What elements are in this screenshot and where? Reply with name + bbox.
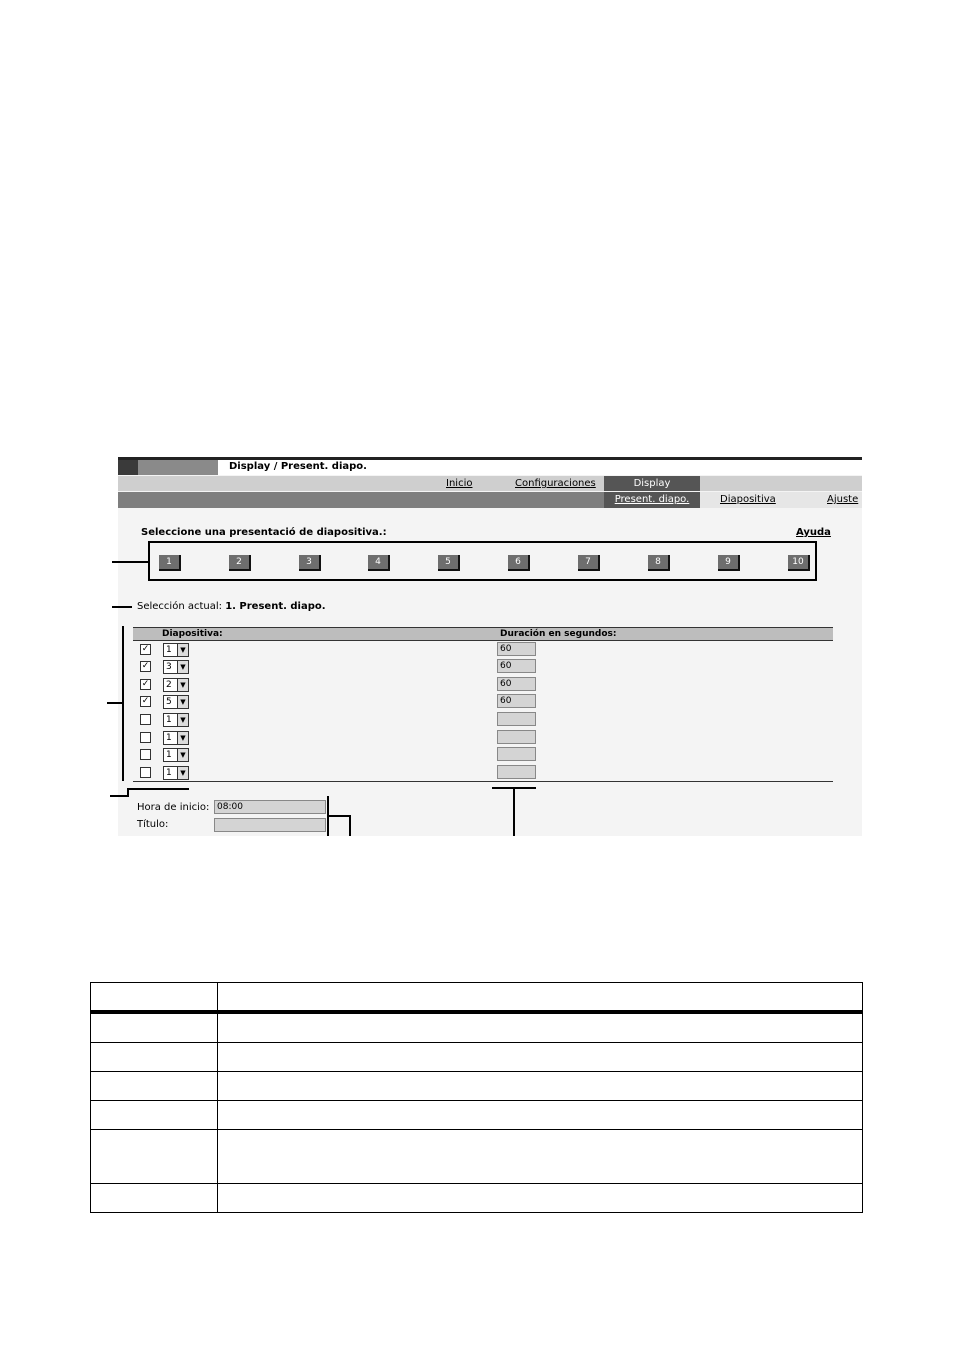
title-input[interactable] [214, 818, 326, 832]
table-row [133, 658, 833, 675]
subnav-present-diapo[interactable]: Present. diapo. [604, 492, 700, 508]
subnav-ajuste[interactable]: Ajuste [827, 494, 859, 505]
slide-select[interactable] [163, 748, 189, 762]
chevron-down-icon: ▼ [177, 661, 188, 673]
help-link[interactable]: Ayuda [796, 527, 831, 538]
current-selection [137, 601, 326, 612]
table-bottom-divider [133, 781, 833, 782]
slide-checkbox[interactable] [140, 767, 151, 778]
table-row [91, 983, 863, 1013]
presentation-button-2[interactable]: 2 [229, 555, 251, 571]
duration-input[interactable]: 60 [497, 659, 536, 673]
presentation-button-4[interactable]: 4 [368, 555, 390, 571]
table-row [133, 676, 833, 693]
slide-select-value: 1 [166, 733, 172, 743]
chevron-down-icon: ▼ [177, 732, 188, 744]
chevron-down-icon: ▼ [177, 696, 188, 708]
callout-line-table [107, 702, 123, 704]
chevron-down-icon: ▼ [177, 679, 188, 691]
slide-select-value: 1 [166, 645, 172, 655]
callout-line-fields-down [349, 815, 351, 836]
start-time-label: Hora de inicio: [137, 802, 210, 813]
sub-nav [118, 492, 862, 508]
duration-input[interactable] [497, 765, 536, 779]
callout-line-lower [110, 795, 127, 797]
callout-line-durations [513, 788, 515, 836]
table-row [133, 746, 833, 763]
title-bar-logo-block [138, 460, 218, 475]
duration-input[interactable] [497, 712, 536, 726]
callout-line-lower-up [127, 788, 129, 797]
table-row [133, 729, 833, 746]
callout-line-selector [112, 561, 148, 563]
slide-select[interactable] [163, 713, 189, 727]
slide-checkbox[interactable]: ✓ [141, 679, 150, 689]
presentation-button-10[interactable]: 10 [788, 555, 810, 571]
table-row [91, 1072, 863, 1101]
column-header-slide: Diapositiva: [162, 629, 223, 639]
chevron-down-icon: ▼ [177, 644, 188, 656]
current-selection-label: Selección actual: [137, 601, 222, 612]
chevron-down-icon: ▼ [177, 749, 188, 761]
screenshot-frame [118, 457, 862, 836]
presentation-button-8[interactable]: 8 [648, 555, 670, 571]
slide-select[interactable] [163, 643, 189, 657]
slide-select[interactable] [163, 731, 189, 745]
current-selection-value: 1. Present. diapo. [225, 601, 326, 612]
title-label: Título: [137, 819, 169, 830]
presentation-button-1[interactable]: 1 [159, 555, 181, 571]
slide-select-value: 3 [166, 662, 172, 672]
selector-label: Seleccione una presentació de diapositiva.: [141, 527, 387, 538]
table-row [91, 1101, 863, 1130]
table-row [133, 641, 833, 658]
nav-display[interactable]: Display [604, 476, 700, 491]
callout-line-fields [327, 815, 351, 817]
main-nav [118, 476, 862, 491]
duration-input[interactable] [497, 730, 536, 744]
slide-checkbox[interactable]: ✓ [141, 661, 150, 671]
slide-select-value: 5 [166, 697, 172, 707]
slide-select[interactable] [163, 660, 189, 674]
table-row [91, 1130, 863, 1184]
slide-select-value: 1 [166, 715, 172, 725]
nav-configuraciones[interactable]: Configuraciones [515, 478, 596, 489]
chevron-down-icon: ▼ [177, 767, 188, 779]
table-row [133, 711, 833, 728]
table-row [91, 1184, 863, 1213]
chevron-down-icon: ▼ [177, 714, 188, 726]
slide-select-value: 1 [166, 750, 172, 760]
slides-table-header [133, 627, 833, 641]
slide-checkbox[interactable]: ✓ [141, 644, 150, 654]
legend-table [90, 982, 863, 1213]
duration-input[interactable]: 60 [497, 642, 536, 656]
slide-select[interactable] [163, 678, 189, 692]
table-row [133, 764, 833, 781]
slide-select-value: 2 [166, 680, 172, 690]
slide-checkbox[interactable] [140, 714, 151, 725]
slide-checkbox[interactable] [140, 749, 151, 760]
duration-input[interactable]: 60 [497, 694, 536, 708]
callout-line-current [112, 606, 132, 608]
presentation-button-6[interactable]: 6 [508, 555, 530, 571]
table-row [91, 1043, 863, 1072]
presentation-button-9[interactable]: 9 [718, 555, 740, 571]
duration-input[interactable]: 60 [497, 677, 536, 691]
slide-checkbox[interactable] [140, 732, 151, 743]
presentation-button-3[interactable]: 3 [299, 555, 321, 571]
column-header-duration: Duración en segundos: [500, 629, 617, 639]
subnav-diapositiva[interactable]: Diapositiva [720, 494, 776, 505]
start-time-input[interactable]: 08:00 [214, 800, 326, 814]
slide-checkbox[interactable]: ✓ [141, 696, 150, 706]
table-row [133, 693, 833, 710]
nav-inicio[interactable]: Inicio [446, 478, 473, 489]
duration-input[interactable] [497, 747, 536, 761]
presentation-selector [148, 541, 817, 581]
presentation-button-7[interactable]: 7 [578, 555, 600, 571]
callout-bracket-checkboxes [128, 788, 189, 790]
breadcrumb: Display / Present. diapo. [229, 461, 367, 472]
slide-select[interactable] [163, 695, 189, 709]
slide-select-value: 1 [166, 768, 172, 778]
title-bar-dark-block [118, 460, 138, 475]
slide-select[interactable] [163, 766, 189, 780]
presentation-button-5[interactable]: 5 [438, 555, 460, 571]
title-bar [118, 460, 862, 475]
table-row [91, 1012, 863, 1043]
